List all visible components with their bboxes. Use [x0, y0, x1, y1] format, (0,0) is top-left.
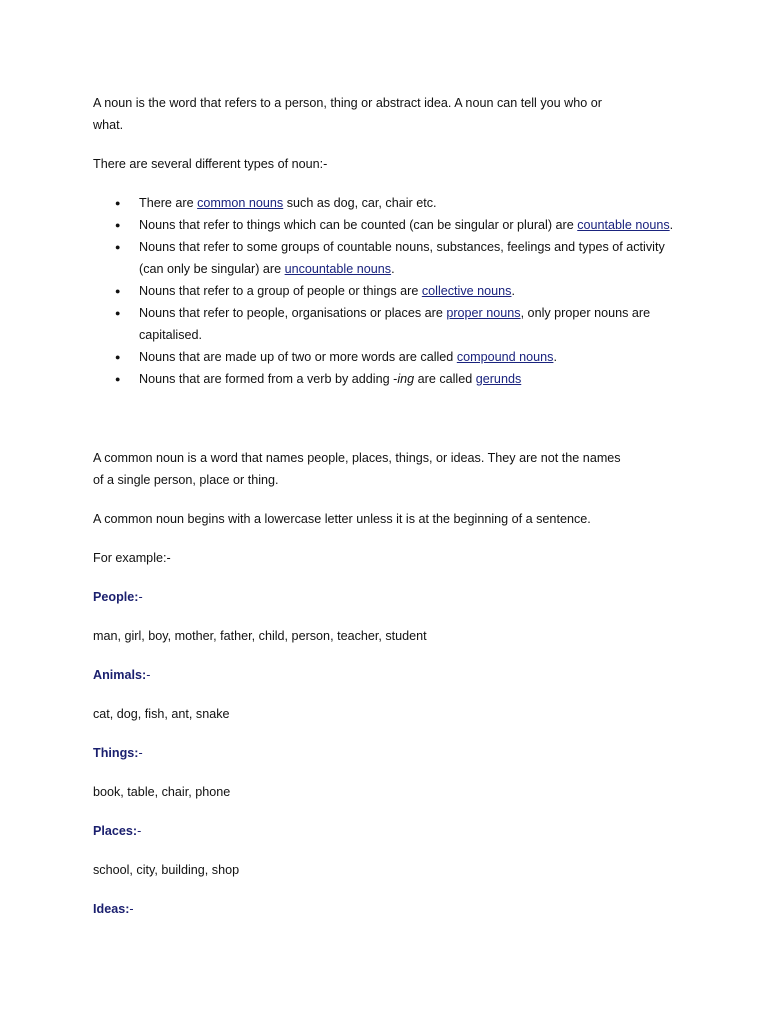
bullet-icon: ●	[115, 308, 121, 318]
bullet-icon: ●	[115, 242, 121, 252]
uncountable-nouns-link[interactable]: uncountable nouns	[284, 262, 392, 276]
compound-nouns-link[interactable]: compound nouns	[456, 350, 554, 364]
list-item: ● Nouns that refer to some groups of countable nouns, substances, feelings and types of activity (can only be singular) are uncountable nouns.	[93, 236, 683, 280]
ing-suffix: ing	[397, 372, 415, 386]
bullet-icon: ●	[115, 352, 121, 362]
list-item: ● Nouns that refer to people, organisations or places are proper nouns, only proper nouns are capitalised.	[93, 302, 683, 346]
list-item: ● There are common nouns such as dog, car, chair etc.	[93, 192, 683, 214]
document-body	[93, 92, 683, 937]
category-heading-things: Things:-	[93, 746, 143, 760]
bullet-icon: ●	[115, 220, 121, 230]
gerunds-link[interactable]: gerunds	[475, 372, 522, 386]
category-heading-people: People:-	[93, 590, 143, 604]
category-heading-places: Places:-	[93, 824, 142, 838]
category-items-animals: cat, dog, fish, ant, snake	[93, 707, 230, 721]
bullet-icon: ●	[115, 374, 121, 384]
intro-line-2: what.	[93, 118, 124, 132]
list-item: ● Nouns that are formed from a verb by adding -ing are called gerunds	[93, 368, 683, 390]
common-noun-definition: A common noun is a word that names people, places, things, or ideas. They are not the names of a single person, place or thing.	[93, 451, 621, 487]
countable-nouns-link[interactable]: countable nouns	[577, 218, 670, 232]
intro-line-1: A noun is the word that refers to a person, thing or abstract idea. A noun can tell you who or	[93, 96, 602, 110]
noun-types-list	[93, 192, 683, 390]
proper-nouns-link[interactable]: proper nouns	[446, 306, 521, 320]
types-intro: There are several different types of noun:-	[93, 157, 328, 171]
list-item: ● Nouns that refer to a group of people or things are collective nouns.	[93, 280, 683, 302]
intro-paragraph	[93, 92, 683, 136]
common-nouns-link[interactable]: common nouns	[197, 196, 284, 210]
bullet-icon: ●	[115, 198, 121, 208]
category-heading-ideas: Ideas:-	[93, 902, 134, 916]
list-item: ● Nouns that refer to things which can be counted (can be singular or plural) are countable nouns.	[93, 214, 683, 236]
category-items-things: book, table, chair, phone	[93, 785, 231, 799]
example-intro: For example:-	[93, 551, 171, 565]
common-noun-lowercase-rule: A common noun begins with a lowercase letter unless it is at the beginning of a sentence.	[93, 512, 591, 526]
bullet-icon: ●	[115, 286, 121, 296]
list-item: ● Nouns that are made up of two or more words are called compound nouns.	[93, 346, 683, 368]
section-spacer	[93, 390, 683, 447]
category-items-people: man, girl, boy, mother, father, child, person, teacher, student	[93, 629, 427, 643]
collective-nouns-link[interactable]: collective nouns	[421, 284, 512, 298]
category-heading-animals: Animals:-	[93, 668, 151, 682]
category-items-places: school, city, building, shop	[93, 863, 240, 877]
